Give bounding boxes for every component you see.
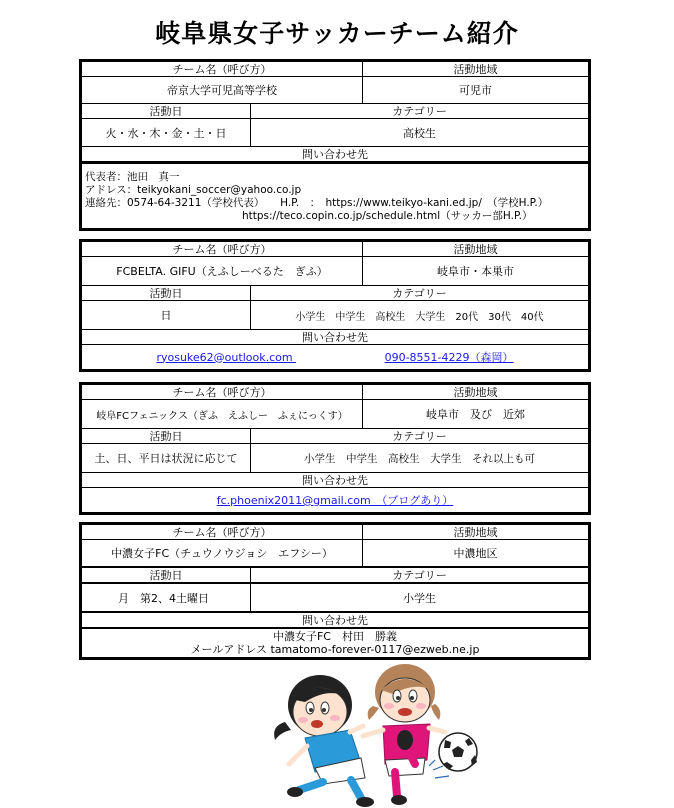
- team-name: FCBELTA. GIFU（えふしーべるた ぎふ）: [82, 257, 363, 285]
- category-label: カテゴリー: [392, 105, 447, 118]
- team-card-chuno: [79, 522, 591, 660]
- area-label: 活動地域: [453, 386, 498, 399]
- area-value: 岐阜市 及び 近郊: [426, 408, 525, 421]
- team-card-fcbelta: [79, 239, 591, 372]
- link-spacer: [293, 351, 385, 364]
- category-label: カテゴリー: [392, 430, 447, 443]
- contact-label: 問い合わせ先: [302, 148, 368, 161]
- days-value: 火・水・木・金・土・日: [82, 119, 251, 146]
- area-value: 可児市: [459, 84, 492, 97]
- team-name: 帝京大学可児高等学校: [82, 77, 363, 103]
- soccer-girls-illustration: [265, 660, 495, 808]
- category-value: 高校生: [403, 126, 436, 140]
- contact-label: 問い合わせ先: [302, 474, 368, 487]
- girl-pink-icon: [363, 664, 445, 805]
- team-name-label: チーム名（呼び方）: [82, 385, 363, 399]
- team-name-label: チーム名（呼び方）: [82, 242, 363, 256]
- page-title: 岐阜県女子サッカーチーム紹介: [155, 19, 519, 48]
- contact-info: [82, 629, 588, 657]
- area-value: 岐阜市・本巣市: [437, 265, 514, 278]
- days-label: 活動日: [82, 286, 251, 300]
- contact-representative: 代表者：池田 真一: [85, 171, 180, 183]
- contact-label: 問い合わせ先: [302, 614, 368, 627]
- contact-info: [82, 345, 588, 369]
- team-name-label: チーム名（呼び方）: [82, 525, 363, 539]
- area-label: 活動地域: [453, 526, 498, 539]
- team-name: 中濃女子FC（チュウノウジョシ エフシー）: [82, 540, 363, 566]
- contact-info: [82, 164, 588, 228]
- girl-blue-icon: [274, 675, 374, 807]
- area-label: 活動地域: [453, 243, 498, 256]
- area-label: 活動地域: [453, 63, 498, 76]
- days-value: 日: [82, 301, 251, 329]
- days-value: 月 第2、4土曜日: [82, 584, 251, 611]
- area-value: 中濃地区: [453, 547, 498, 560]
- contact-email-link[interactable]: ryosuke62@outlook.com: [156, 350, 293, 364]
- category-value: 小学生 中学生 高校生 大学生 それ以上も可: [304, 452, 535, 465]
- contact-club-hp: https://teco.copin.co.jp/schedule.html（サッカー部H.P.）: [242, 210, 533, 222]
- contact-email-link[interactable]: fc.phoenix2011@gmail.com （ブログあり）: [216, 494, 454, 507]
- category-value: 小学生: [403, 591, 436, 605]
- category-label: カテゴリー: [392, 569, 447, 582]
- days-label: 活動日: [82, 104, 251, 118]
- contact-email: メールアドレス tamatomo-forever-0117@ezweb.ne.jp: [190, 643, 480, 656]
- team-name: 岐阜FCフェニックス（ぎふ えふしー ふぇにっくす）: [82, 400, 363, 428]
- days-label: 活動日: [82, 568, 251, 582]
- contact-info: [82, 488, 588, 512]
- team-name-label: チーム名（呼び方）: [82, 62, 363, 76]
- contact-phone-hp: 連絡先：0574-64-3211（学校代表） H.P. ： https://www.teikyo-kani.ed.jp/ （学校H.P.）: [85, 197, 549, 209]
- team-card-phoenix: [79, 382, 591, 515]
- days-value: 土、日、平日は状況に応じて: [82, 444, 251, 472]
- days-label: 活動日: [82, 429, 251, 443]
- category-label: カテゴリー: [392, 287, 447, 300]
- category-value: 小学生 中学生 高校生 大学生 20代 30代 40代: [295, 311, 544, 323]
- team-card-teikyo: [79, 59, 591, 231]
- contact-phone-link[interactable]: 090-8551-4229（森岡）: [384, 351, 514, 364]
- contact-label: 問い合わせ先: [302, 331, 368, 344]
- contact-person: 中濃女子FC 村田 勝義: [272, 630, 397, 643]
- soccer-ball-icon: [429, 733, 477, 778]
- contact-email: アドレス：teikyokani_soccer@yahoo.co.jp: [85, 184, 302, 196]
